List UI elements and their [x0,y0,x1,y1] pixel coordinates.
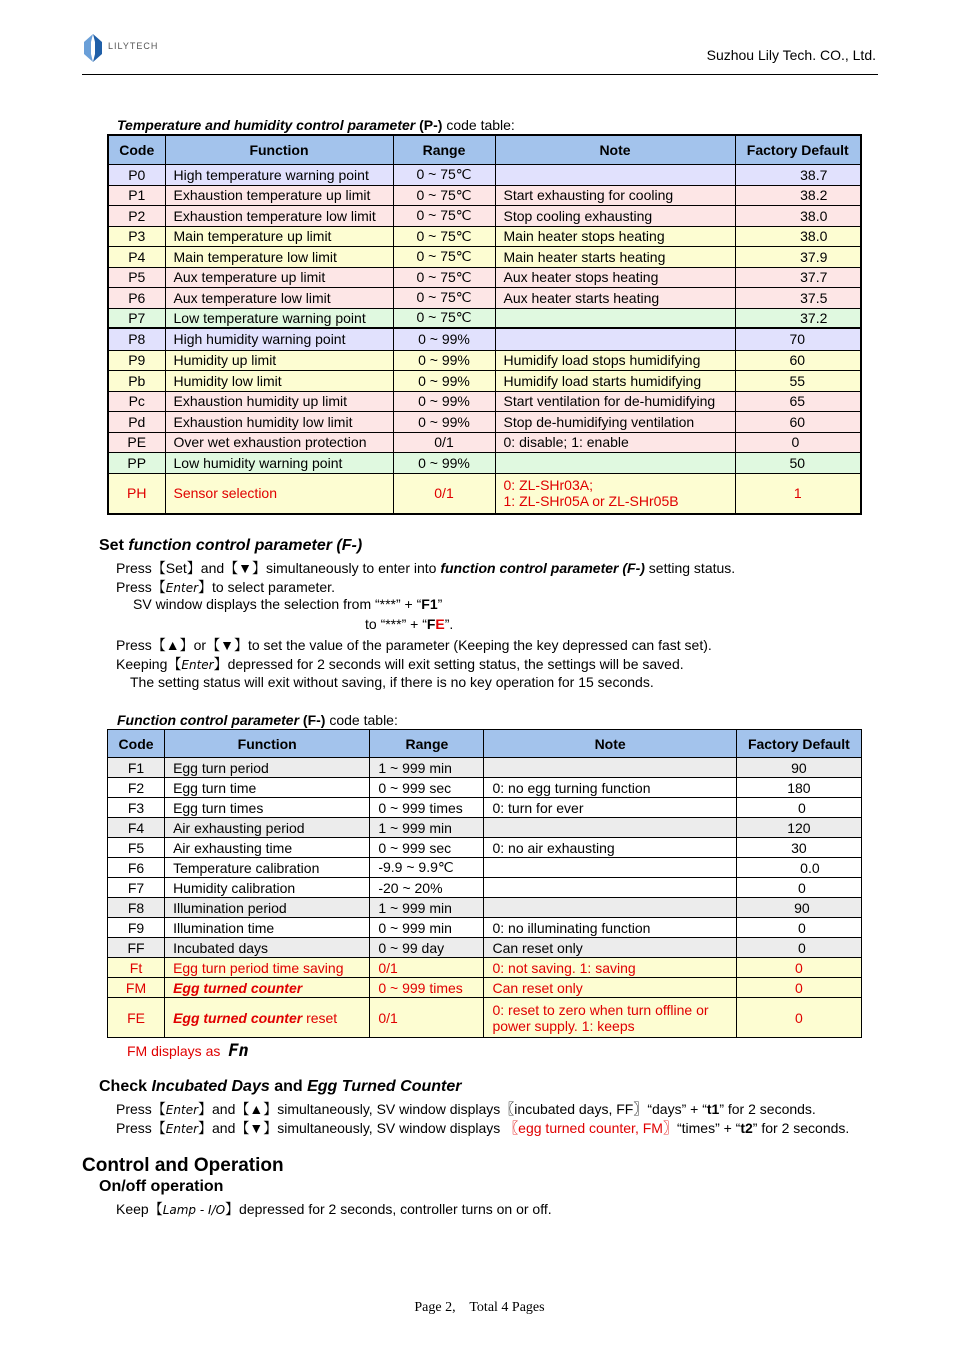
table-row: FE Egg turned counter reset 0/1 0: reset to zero when turn offline or power supply. 1: keeps 0 [108,998,862,1038]
ftable-caption: Function control parameter (F-) code table: [117,712,398,728]
onoff-line: Keep【Lamp - I/O】depressed for 2 seconds, controller turns on or off. [116,1201,552,1217]
setf-line-6: Keeping【Enter】depressed for 2 seconds will exit setting status, the settings will be saved. [116,656,684,672]
onoff-subtitle: On/off operation [99,1178,224,1195]
col-header-code: Code [108,135,165,164]
check-heading: Check Incubated Days and Egg Turned Counter [99,1078,462,1095]
fn-segment-glyph: Fn [228,1041,249,1061]
table-row: Ft Egg turn period time saving 0/1 0: not saving. 1: saving 0 [108,958,862,978]
setf-line-4: to “***” + “FE”. [365,616,454,632]
page-header [82,30,878,75]
col-header-default: Factory Default [736,730,861,758]
setf-line-5: Press【▲】or【▼】to set the value of the parameter (Keeping the key depressed can fast set). [116,637,712,653]
table-row: P0 High temperature warning point 0 ~ 75℃ 38.7 [108,164,861,185]
col-header-function: Function [165,730,370,758]
enter-key: Enter [165,581,199,595]
lamp-io-key: Lamp - I/O [162,1203,226,1217]
table-row: FM Egg turned counter 0 ~ 999 times Can reset only 0 [108,978,862,998]
table-row: F1 Egg turn period 1 ~ 999 min 90 [108,758,862,778]
table-row: Pd Exhaustion humidity low limit 0 ~ 99% Stop de-humidifying ventilation 60 [108,411,861,432]
table-row: F8 Illumination period 1 ~ 999 min 90 [108,898,862,918]
check-line-2: Press【Enter】and【▼】simultaneously, SV window displays 〖egg turned counter, FM〗“times” + “t2” for 2 seconds. [116,1120,850,1136]
table-row: F9 Illumination time 0 ~ 999 min 0: no illuminating function 0 [108,918,862,938]
table-row: F3 Egg turn times 0 ~ 999 times 0: turn for ever 0 [108,798,862,818]
setf-line-3: SV window displays the selection from “***” + “F1” [133,596,443,612]
table-row: P1 Exhaustion temperature up limit 0 ~ 75℃ Start exhausting for cooling 38.2 [108,185,861,205]
setf-heading: Set function control parameter (F-) [99,537,363,554]
fm-display-note: FM displays as Fn [127,1041,249,1061]
col-header-code: Code [108,730,165,758]
f-parameter-table [107,729,862,1038]
table-row: Pc Exhaustion humidity up limit 0 ~ 99% Start ventilation for de-humidifying 65 [108,391,861,411]
check-line-1: Press【Enter】and【▲】simultaneously, SV window displays〖incubated days, FF〗“days” + “t1” for 2 seconds. [116,1101,816,1117]
table-row: P9 Humidity up limit 0 ~ 99% Humidify load stops humidifying 60 [108,350,861,370]
enter-key: Enter [165,1122,199,1136]
setf-line-1: Press【Set】and【▼】simultaneously to enter into function control parameter (F-) setting status. [116,560,736,576]
table-row: P7 Low temperature warning point 0 ~ 75℃ 37.2 [108,308,861,328]
table-row: F2 Egg turn time 0 ~ 999 sec 0: no egg turning function 180 [108,778,862,798]
col-header-range: Range [393,135,495,164]
table-row: F4 Air exhausting period 1 ~ 999 min 120 [108,818,862,838]
table-row: P2 Exhaustion temperature low limit 0 ~ 75℃ Stop cooling exhausting 38.0 [108,205,861,226]
company-name: Suzhou Lily Tech. CO., Ltd. [706,47,876,63]
control-title: Control and Operation [82,1155,284,1176]
col-header-default: Factory Default [735,135,861,164]
col-header-note: Note [484,730,736,758]
table-row: F7 Humidity calibration -20 ~ 20% 0 [108,878,862,898]
enter-key: Enter [165,1103,199,1117]
setf-line-2: Press【Enter】to select parameter. [116,579,335,595]
ptable-caption: Temperature and humidity control parameter (P-) code table: [117,117,515,133]
table-row: Pb Humidity low limit 0 ~ 99% Humidify load starts humidifying 55 [108,370,861,391]
col-header-note: Note [495,135,735,164]
table-row: P8 High humidity warning point 0 ~ 99% 70 [108,328,861,350]
logo-text: LILYTECH [108,41,159,51]
table-row: P5 Aux temperature up limit 0 ~ 75℃ Aux heater stops heating 37.7 [108,267,861,287]
table-row: F6 Temperature calibration -9.9 ~ 9.9℃ 0.0 [108,858,862,878]
table-row: PP Low humidity warning point 0 ~ 99% 50 [108,452,861,473]
page-footer: Page 2, Total 4 Pages [414,1300,545,1315]
setf-line-7: The setting status will exit without saving, if there is no key operation for 15 seconds. [130,674,654,690]
table-row: FF Incubated days 0 ~ 99 day Can reset only 0 [108,938,862,958]
col-header-function: Function [165,135,393,164]
table-row: F5 Air exhausting time 0 ~ 999 sec 0: no air exhausting 30 [108,838,862,858]
table-row: P4 Main temperature low limit 0 ~ 75℃ Main heater starts heating 37.9 [108,246,861,267]
table-row: PH Sensor selection 0/1 0: ZL-SHr03A; 1: ZL-SHr05A or ZL-SHr05B 1 [108,473,861,514]
table-row: P6 Aux temperature low limit 0 ~ 75℃ Aux heater starts heating 37.5 [108,287,861,308]
p-parameter-table [107,134,862,515]
table-row: PE Over wet exhaustion protection 0/1 0: disable; 1: enable 0 [108,432,861,452]
enter-key: Enter [181,658,214,672]
lilytech-logo-icon [82,33,104,63]
col-header-range: Range [370,730,484,758]
table-row: P3 Main temperature up limit 0 ~ 75℃ Main heater stops heating 38.0 [108,226,861,246]
